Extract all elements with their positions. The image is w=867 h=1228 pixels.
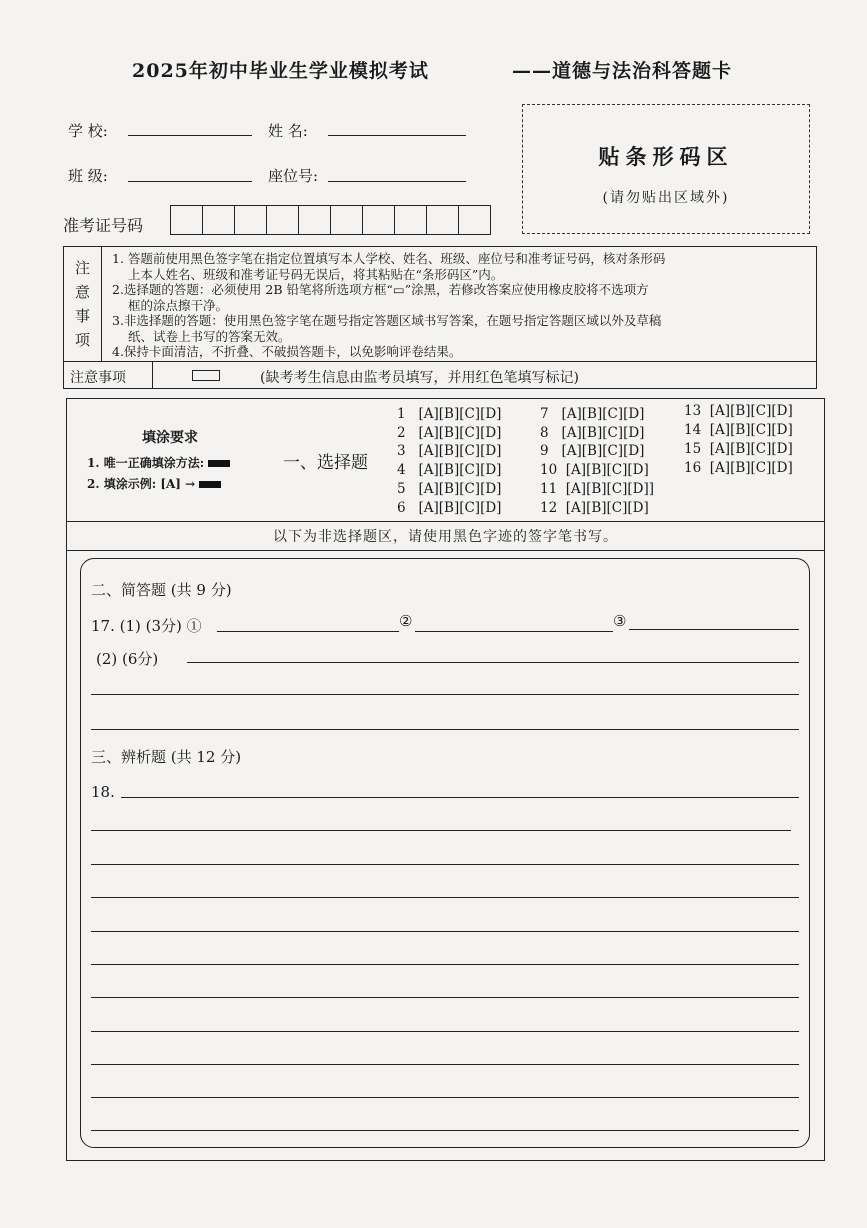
mc-question[interactable]: 11 [A][B][C][D]] <box>540 481 655 497</box>
written-answer-area <box>80 558 810 1148</box>
notice-item: 3.非选择题的答题：使用黑色签字笔在题号指定答题区域书写答案，在题号指定答题区域以外及草稿 <box>112 313 662 328</box>
notice-heading-char: 意 <box>74 283 90 301</box>
seat-label: 座位号: <box>268 167 319 185</box>
absent-mark-box[interactable] <box>192 370 220 381</box>
multiple-choice-label: 一、选择题 <box>283 453 368 473</box>
mc-question[interactable]: 15 [A][B][C][D] <box>684 441 793 457</box>
notice-heading-char: 注 <box>74 259 90 277</box>
answer-line[interactable] <box>91 1064 799 1065</box>
q17-answer-line-3[interactable] <box>629 629 799 630</box>
exam-id-digit-box[interactable] <box>331 206 363 234</box>
exam-id-digit-box[interactable] <box>363 206 395 234</box>
notice-heading <box>64 247 102 361</box>
absent-label: 注意事项 <box>70 370 126 386</box>
fill-example <box>87 475 221 492</box>
mc-question[interactable]: 8 [A][B][C][D] <box>540 425 645 441</box>
exam-id-digit-box[interactable] <box>267 206 299 234</box>
mc-question[interactable]: 6 [A][B][C][D] <box>397 500 502 516</box>
answer-line[interactable] <box>91 1031 799 1032</box>
notice-list <box>112 251 812 360</box>
analysis-title: 三、辨析题 (共 12 分) <box>91 748 242 766</box>
mc-question[interactable]: 10 [A][B][C][D] <box>540 462 649 478</box>
answer-line[interactable] <box>91 1097 799 1098</box>
mc-question[interactable]: 2 [A][B][C][D] <box>397 425 502 441</box>
q17-answer-line-2[interactable] <box>415 631 613 632</box>
mc-question[interactable]: 9 [A][B][C][D] <box>540 443 645 459</box>
answer-line[interactable] <box>91 897 799 898</box>
short-answer-title: 二、简答题 (共 9 分) <box>91 581 232 599</box>
notice-box <box>63 246 817 362</box>
class-label: 班 级: <box>68 167 108 185</box>
notice-item: 上本人姓名、班级和准考证号码无误后，将其粘贴在“条形码区”内。 <box>128 266 504 282</box>
answer-line[interactable] <box>91 864 799 865</box>
circle-3-label: ③ <box>613 612 627 630</box>
answer-line[interactable] <box>91 729 799 730</box>
mc-question[interactable]: 16 [A][B][C][D] <box>684 460 793 476</box>
answer-line[interactable] <box>91 964 799 965</box>
exam-id-digit-box[interactable] <box>427 206 459 234</box>
exam-id-digit-box[interactable] <box>235 206 267 234</box>
notice-heading-char: 项 <box>74 331 90 349</box>
mc-question[interactable]: 4 [A][B][C][D] <box>397 462 502 478</box>
school-field[interactable] <box>128 134 252 136</box>
barcode-note: (请勿贴出区域外) <box>602 190 730 206</box>
q17-part2-label: (2) (6分) <box>96 650 159 668</box>
mc-question[interactable]: 3 [A][B][C][D] <box>397 443 502 459</box>
answer-line[interactable] <box>121 797 799 798</box>
exam-id-digit-box[interactable] <box>203 206 235 234</box>
notice-heading-char: 事 <box>74 307 90 325</box>
seat-field[interactable] <box>328 180 466 182</box>
divider <box>67 550 824 551</box>
filled-mark-icon <box>199 481 221 488</box>
subject-title: ——道德与法治科答题卡 <box>512 60 733 82</box>
mc-question[interactable]: 1 [A][B][C][D] <box>397 406 502 422</box>
barcode-area <box>522 104 810 234</box>
mc-question[interactable]: 7 [A][B][C][D] <box>540 406 645 422</box>
mc-question[interactable]: 12 [A][B][C][D] <box>540 500 649 516</box>
non-choice-notice: 以下为非选择题区，请使用黑色字迹的签字笔书写。 <box>273 529 618 545</box>
filled-mark-icon <box>208 460 230 467</box>
fill-requirements-title: 填涂要求 <box>142 430 198 446</box>
absent-row <box>63 361 817 389</box>
barcode-title: 贴条形码区 <box>598 144 734 169</box>
notice-item: 纸、试卷上书写的答案无效。 <box>128 328 291 344</box>
notice-item: 4.保持卡面清洁，不折叠、不破损答题卡，以免影响评卷结果。 <box>112 344 462 359</box>
fill-method-text: 1. 唯一正确填涂方法: <box>87 456 205 470</box>
mc-question[interactable]: 5 [A][B][C][D] <box>397 481 502 497</box>
exam-title: 2025年初中毕业生学业模拟考试 <box>132 60 429 82</box>
answer-line[interactable] <box>91 997 799 998</box>
fill-method <box>87 454 230 471</box>
name-label: 姓 名: <box>268 122 308 140</box>
q17-part1-label: 17. (1) (3分) ① <box>91 617 202 635</box>
q17-answer-line-1[interactable] <box>217 631 399 632</box>
exam-id-digit-box[interactable] <box>171 206 203 234</box>
exam-id-digit-box[interactable] <box>459 206 490 234</box>
absent-note: (缺考考生信息由监考员填写，并用红色笔填写标记) <box>260 370 579 386</box>
answer-line[interactable] <box>91 694 799 695</box>
exam-id-boxes[interactable] <box>170 205 491 235</box>
divider <box>67 521 824 522</box>
mc-question[interactable]: 13 [A][B][C][D] <box>684 403 793 419</box>
name-field[interactable] <box>328 134 466 136</box>
notice-item: 1. 答题前使用黑色签字笔在指定位置填写本人学校、姓名、班级、座位号和准考证号码，核对条形码 <box>112 251 666 266</box>
exam-id-label: 准考证号码 <box>63 216 144 235</box>
answer-line[interactable] <box>91 931 799 932</box>
answer-sheet-main <box>66 398 825 1161</box>
circle-2-label: ② <box>399 612 413 630</box>
q18-label: 18. <box>91 783 115 801</box>
divider <box>152 362 153 388</box>
notice-item: 2.选择题的答题：必须使用 2B 铅笔将所选项方框“▭”涂黑，若修改答案应使用橡皮胶将不选项方 <box>112 282 649 297</box>
mc-question[interactable]: 14 [A][B][C][D] <box>684 422 793 438</box>
notice-item: 框的涂点擦干净。 <box>128 297 229 313</box>
answer-line[interactable] <box>91 830 791 831</box>
exam-id-digit-box[interactable] <box>299 206 331 234</box>
answer-line[interactable] <box>187 662 799 663</box>
class-field[interactable] <box>128 180 252 182</box>
fill-example-text: 2. 填涂示例: [A] → <box>87 477 196 491</box>
exam-id-digit-box[interactable] <box>395 206 427 234</box>
answer-line[interactable] <box>91 1130 799 1131</box>
school-label: 学 校: <box>68 122 108 140</box>
